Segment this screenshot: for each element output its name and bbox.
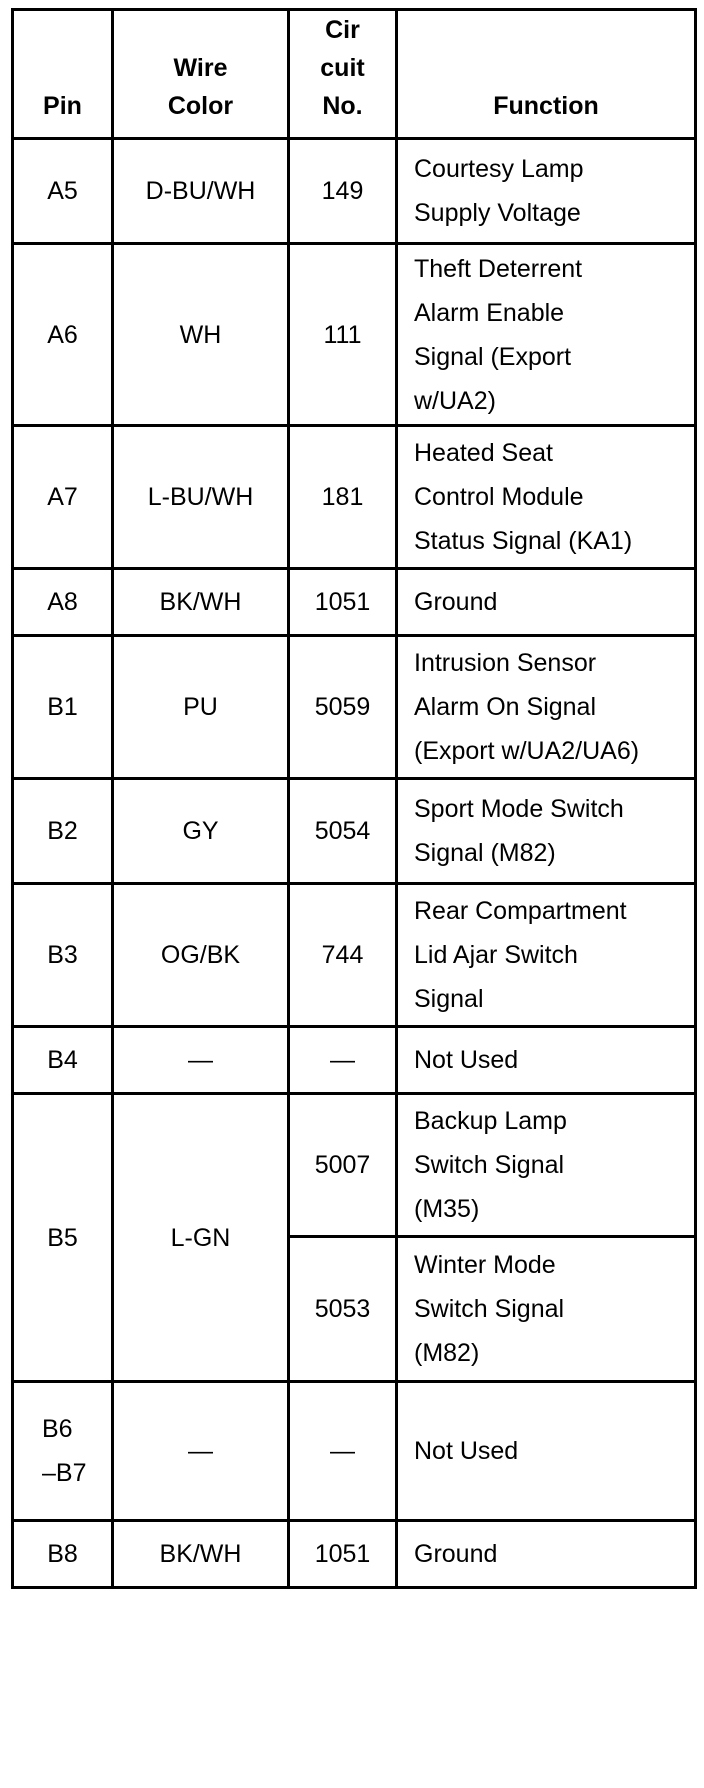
table-row xyxy=(13,1521,696,1588)
pin-cell: B2 xyxy=(13,779,113,884)
table-row xyxy=(13,884,696,1027)
function-cell: Ground xyxy=(397,569,696,636)
circuit-cell: 5053 xyxy=(289,1237,397,1382)
table-row xyxy=(13,244,696,426)
pin-cell: A5 xyxy=(13,139,113,244)
wire-color-cell: L-GN xyxy=(113,1094,289,1382)
wire-color-cell: BK/WH xyxy=(113,569,289,636)
wire-color-cell: — xyxy=(113,1382,289,1521)
circuit-cell: — xyxy=(289,1382,397,1521)
function-cell: Not Used xyxy=(397,1027,696,1094)
table-row xyxy=(13,1027,696,1094)
circuit-cell: 149 xyxy=(289,139,397,244)
function-cell: Theft Deterrent Alarm Enable Signal (Export w/UA2) xyxy=(397,244,696,426)
wire-color-cell: — xyxy=(113,1027,289,1094)
pin-cell: B5 xyxy=(13,1094,113,1382)
pin-cell: B3 xyxy=(13,884,113,1027)
pin-cell: B1 xyxy=(13,636,113,779)
wire-color-cell: WH xyxy=(113,244,289,426)
function-cell: Intrusion Sensor Alarm On Signal (Export w/UA2/UA6) xyxy=(397,636,696,779)
pin-cell: B4 xyxy=(13,1027,113,1094)
connector-pinout-table xyxy=(11,8,697,1589)
function-cell: Winter Mode Switch Signal (M82) xyxy=(397,1237,696,1382)
wire-color-cell: D-BU/WH xyxy=(113,139,289,244)
wire-color-cell: L-BU/WH xyxy=(113,426,289,569)
pin-cell: A7 xyxy=(13,426,113,569)
wire-color-cell: GY xyxy=(113,779,289,884)
pin-cell: A6 xyxy=(13,244,113,426)
circuit-cell: — xyxy=(289,1027,397,1094)
circuit-cell: 5007 xyxy=(289,1094,397,1237)
table-header-row xyxy=(13,10,696,139)
connector-pinout-table-container xyxy=(11,8,694,1589)
table-row xyxy=(13,636,696,779)
circuit-cell: 1051 xyxy=(289,1521,397,1588)
function-cell: Sport Mode Switch Signal (M82) xyxy=(397,779,696,884)
wire-color-cell: OG/BK xyxy=(113,884,289,1027)
header-circuit-no: Cir cuit No. xyxy=(289,10,397,139)
circuit-cell: 744 xyxy=(289,884,397,1027)
circuit-cell: 181 xyxy=(289,426,397,569)
table-row xyxy=(13,569,696,636)
header-wire-color: Wire Color xyxy=(113,10,289,139)
header-pin: Pin xyxy=(13,10,113,139)
table-row xyxy=(13,426,696,569)
wire-color-cell: BK/WH xyxy=(113,1521,289,1588)
pin-cell: B8 xyxy=(13,1521,113,1588)
table-row xyxy=(13,779,696,884)
table-row xyxy=(13,1382,696,1521)
circuit-cell: 1051 xyxy=(289,569,397,636)
function-cell: Backup Lamp Switch Signal (M35) xyxy=(397,1094,696,1237)
table-row xyxy=(13,1094,696,1237)
function-cell: Heated Seat Control Module Status Signal (KA1) xyxy=(397,426,696,569)
function-cell: Ground xyxy=(397,1521,696,1588)
pin-cell: B6 –B7 xyxy=(13,1382,113,1521)
circuit-cell: 5059 xyxy=(289,636,397,779)
table-row xyxy=(13,139,696,244)
function-cell: Not Used xyxy=(397,1382,696,1521)
header-function: Function xyxy=(397,10,696,139)
function-cell: Rear Compartment Lid Ajar Switch Signal xyxy=(397,884,696,1027)
function-cell: Courtesy Lamp Supply Voltage xyxy=(397,139,696,244)
pin-cell: A8 xyxy=(13,569,113,636)
circuit-cell: 5054 xyxy=(289,779,397,884)
circuit-cell: 111 xyxy=(289,244,397,426)
wire-color-cell: PU xyxy=(113,636,289,779)
